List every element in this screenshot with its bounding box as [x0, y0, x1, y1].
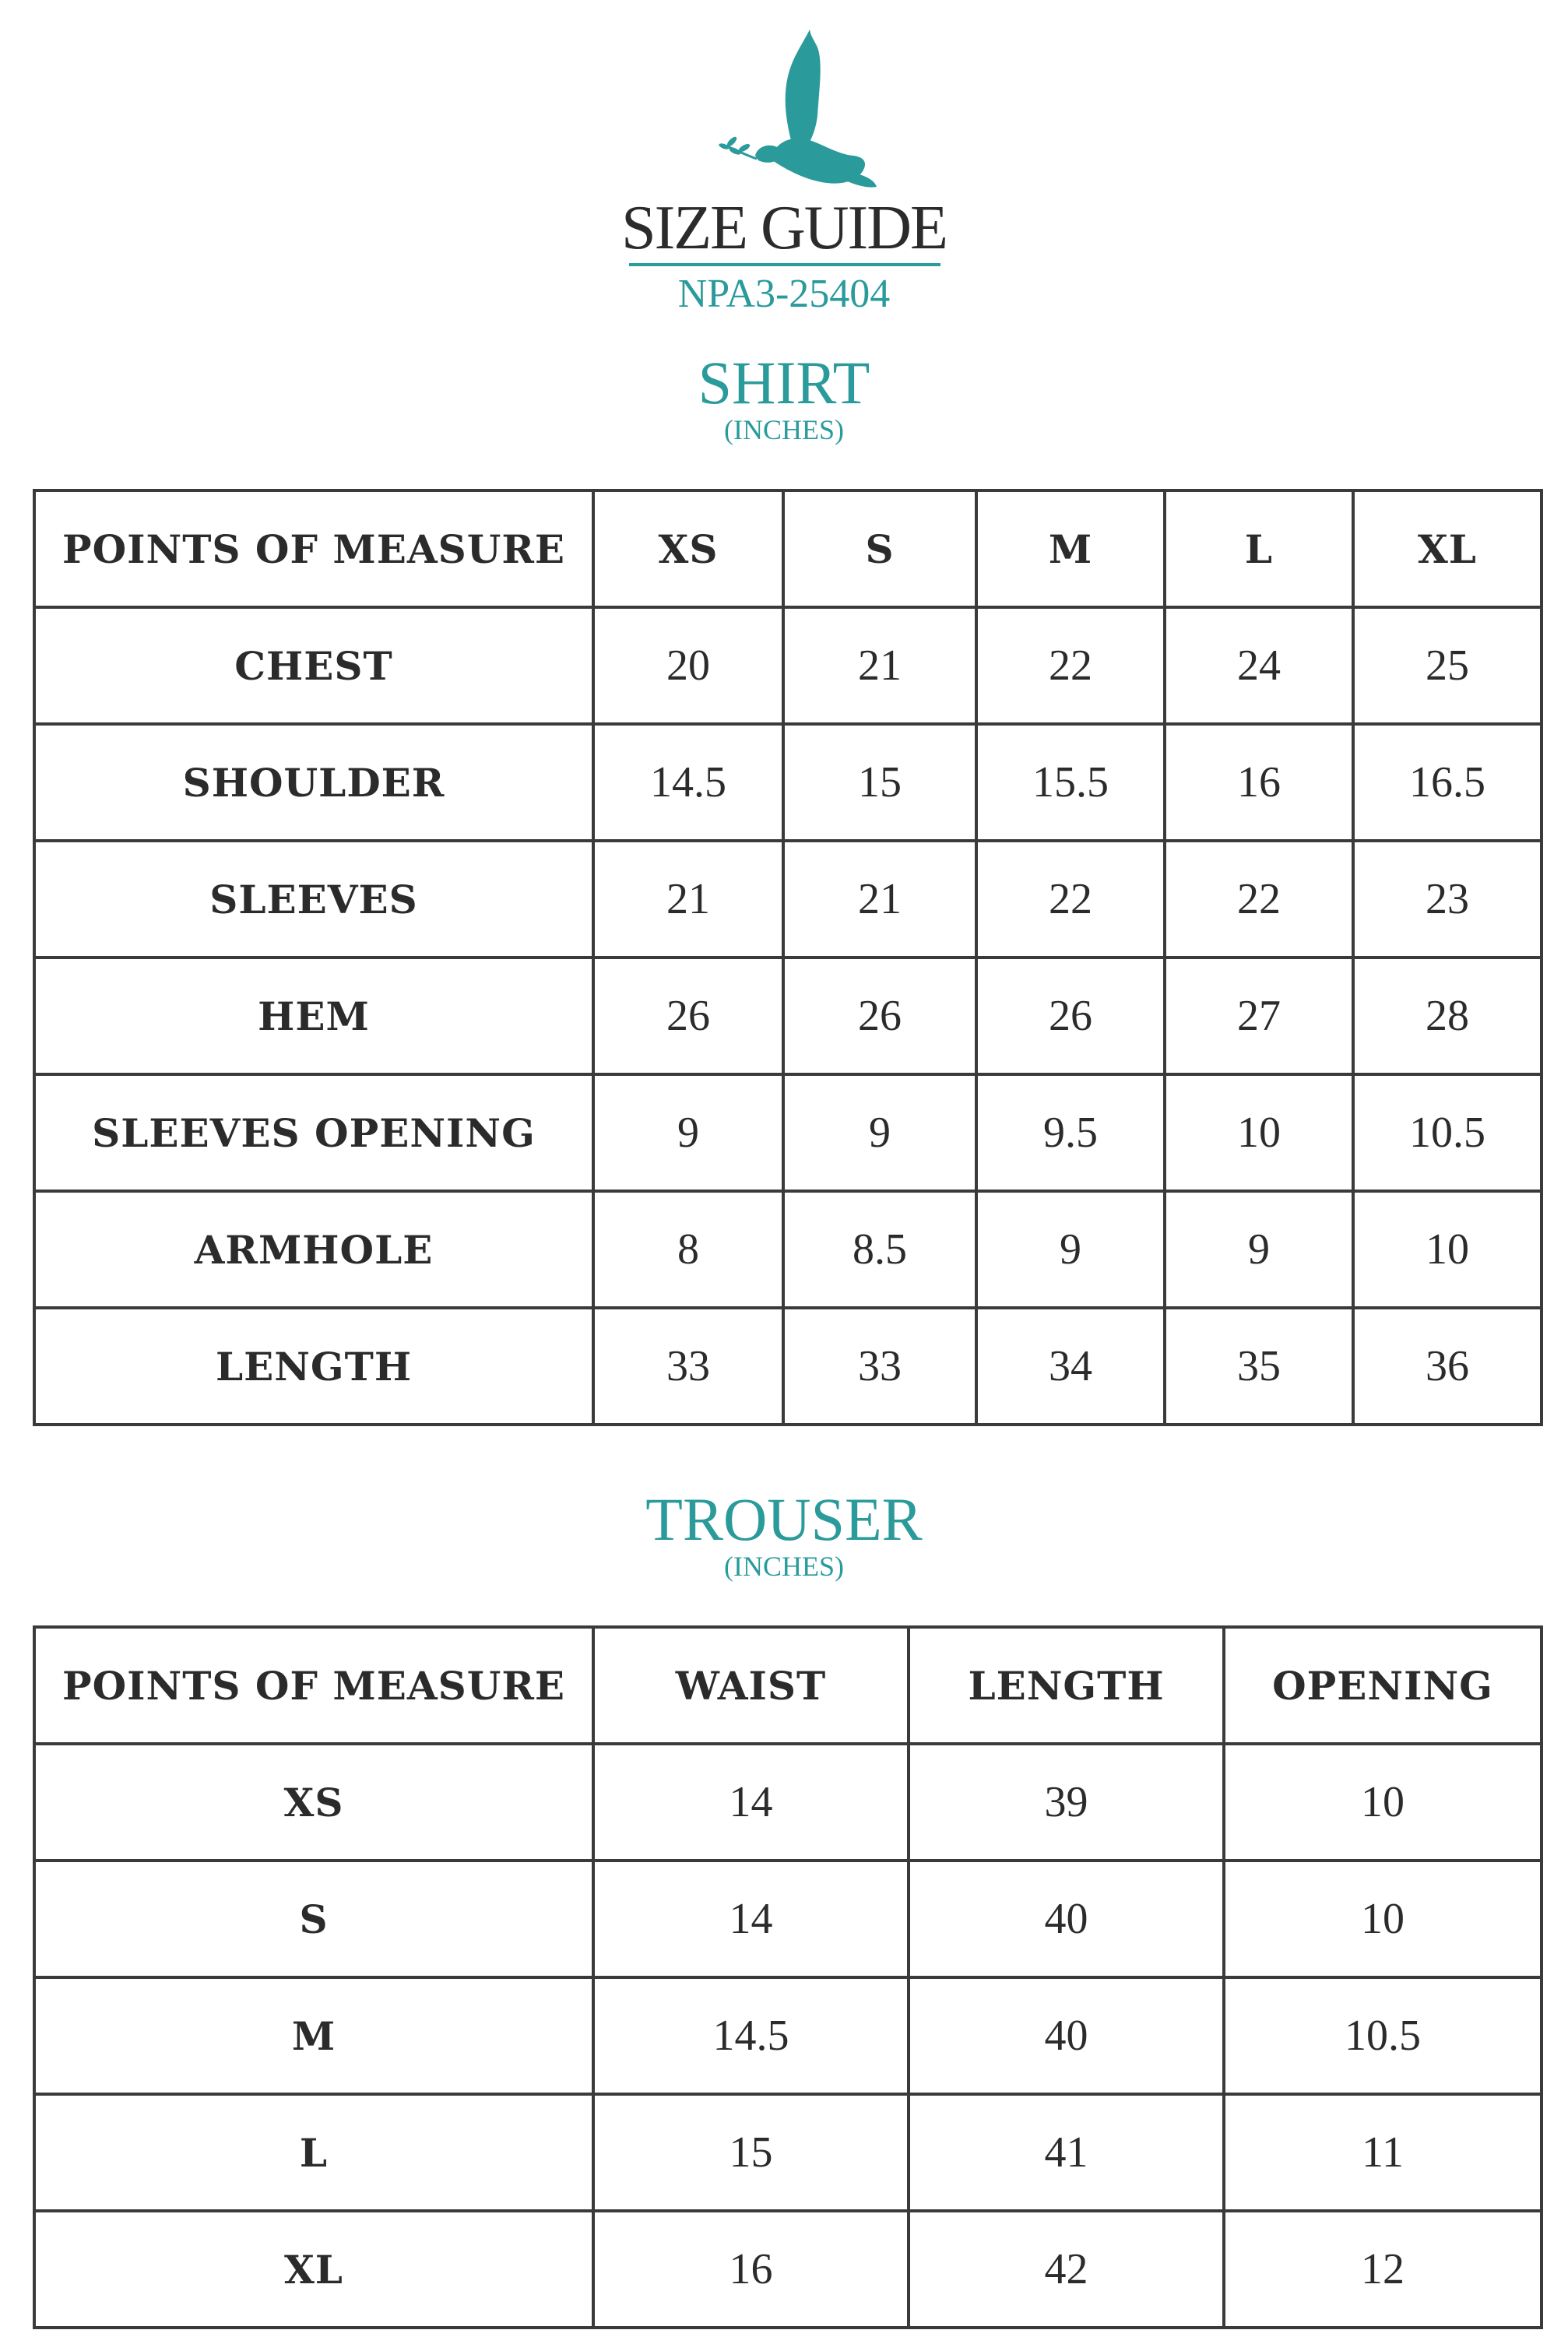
row-label: XS — [34, 1744, 593, 1861]
row-label: CHEST — [34, 607, 593, 724]
table-cell: 35 — [1165, 1308, 1353, 1425]
table-header-row — [34, 490, 1542, 607]
column-header: L — [1165, 490, 1353, 607]
column-header: XS — [593, 490, 783, 607]
row-label: S — [34, 1861, 593, 1977]
table-cell: 10 — [1165, 1074, 1353, 1191]
table-row — [34, 1977, 1542, 2094]
table-cell: 24 — [1165, 607, 1353, 724]
row-label: SHOULDER — [34, 724, 593, 841]
table-cell: 33 — [593, 1308, 783, 1425]
row-label: M — [34, 1977, 593, 2094]
table-cell: 33 — [783, 1308, 976, 1425]
row-label: SLEEVES OPENING — [34, 1074, 593, 1191]
table-cell: 14.5 — [593, 1977, 909, 2094]
table-cell: 9.5 — [976, 1074, 1165, 1191]
title-underline — [629, 263, 940, 266]
shirt-section-title: SHIRT — [698, 349, 870, 416]
table-cell: 16 — [593, 2211, 909, 2328]
table-cell: 41 — [909, 2094, 1224, 2211]
table-cell: 12 — [1224, 2211, 1542, 2328]
trouser-section-unit: (INCHES) — [724, 1551, 844, 1582]
row-label: LENGTH — [34, 1308, 593, 1425]
table-row — [34, 841, 1542, 958]
table-cell: 11 — [1224, 2094, 1542, 2211]
table-row — [34, 724, 1542, 841]
table-cell: 40 — [909, 1861, 1224, 1977]
table-cell: 42 — [909, 2211, 1224, 2328]
table-cell: 22 — [976, 607, 1165, 724]
shirt-section-unit: (INCHES) — [724, 414, 844, 445]
row-label: HEM — [34, 958, 593, 1074]
table-cell: 10 — [1224, 1861, 1542, 1977]
trouser-size-table — [33, 1625, 1543, 2329]
row-label: L — [34, 2094, 593, 2211]
table-cell: 14 — [593, 1744, 909, 1861]
table-cell: 21 — [783, 841, 976, 958]
table-cell: 21 — [593, 841, 783, 958]
table-cell: 14 — [593, 1861, 909, 1977]
table-row — [34, 1308, 1542, 1425]
table-cell: 26 — [593, 958, 783, 1074]
table-row — [34, 958, 1542, 1074]
table-cell: 40 — [909, 1977, 1224, 2094]
table-cell: 10.5 — [1353, 1074, 1542, 1191]
table-cell: 34 — [976, 1308, 1165, 1425]
column-header: XL — [1353, 490, 1542, 607]
table-cell: 8.5 — [783, 1191, 976, 1308]
table-cell: 10 — [1353, 1191, 1542, 1308]
shirt-size-table — [33, 489, 1543, 1426]
table-cell: 16 — [1165, 724, 1353, 841]
dove-with-olive-branch-icon — [701, 22, 880, 201]
table-cell: 15 — [593, 2094, 909, 2211]
table-cell: 9 — [1165, 1191, 1353, 1308]
column-header: S — [783, 490, 976, 607]
column-header: POINTS OF MEASURE — [34, 490, 593, 607]
table-cell: 15.5 — [976, 724, 1165, 841]
table-cell: 28 — [1353, 958, 1542, 1074]
table-row — [34, 2094, 1542, 2211]
table-row — [34, 1861, 1542, 1977]
table-cell: 26 — [783, 958, 976, 1074]
table-cell: 16.5 — [1353, 724, 1542, 841]
table-header-row — [34, 1627, 1542, 1744]
table-cell: 23 — [1353, 841, 1542, 958]
table-cell: 27 — [1165, 958, 1353, 1074]
column-header: LENGTH — [909, 1627, 1224, 1744]
table-cell: 9 — [976, 1191, 1165, 1308]
table-row — [34, 1744, 1542, 1861]
column-header: WAIST — [593, 1627, 909, 1744]
column-header: POINTS OF MEASURE — [34, 1627, 593, 1744]
column-header: M — [976, 490, 1165, 607]
row-label: XL — [34, 2211, 593, 2328]
table-cell: 25 — [1353, 607, 1542, 724]
row-label: SLEEVES — [34, 841, 593, 958]
table-cell: 22 — [1165, 841, 1353, 958]
table-cell: 20 — [593, 607, 783, 724]
table-cell: 9 — [593, 1074, 783, 1191]
table-row — [34, 607, 1542, 724]
trouser-section-title: TROUSER — [645, 1485, 923, 1553]
table-cell: 21 — [783, 607, 976, 724]
column-header: OPENING — [1224, 1627, 1542, 1744]
table-cell: 26 — [976, 958, 1165, 1074]
table-cell: 15 — [783, 724, 976, 841]
table-row — [34, 1191, 1542, 1308]
product-code: NPA3-25404 — [677, 272, 891, 316]
table-cell: 22 — [976, 841, 1165, 958]
table-cell: 39 — [909, 1744, 1224, 1861]
table-cell: 9 — [783, 1074, 976, 1191]
table-row — [34, 2211, 1542, 2328]
table-row — [34, 1074, 1542, 1191]
page-title: SIZE GUIDE — [621, 194, 947, 262]
table-cell: 14.5 — [593, 724, 783, 841]
table-cell: 8 — [593, 1191, 783, 1308]
table-cell: 10 — [1224, 1744, 1542, 1861]
table-cell: 10.5 — [1224, 1977, 1542, 2094]
table-cell: 36 — [1353, 1308, 1542, 1425]
row-label: ARMHOLE — [34, 1191, 593, 1308]
